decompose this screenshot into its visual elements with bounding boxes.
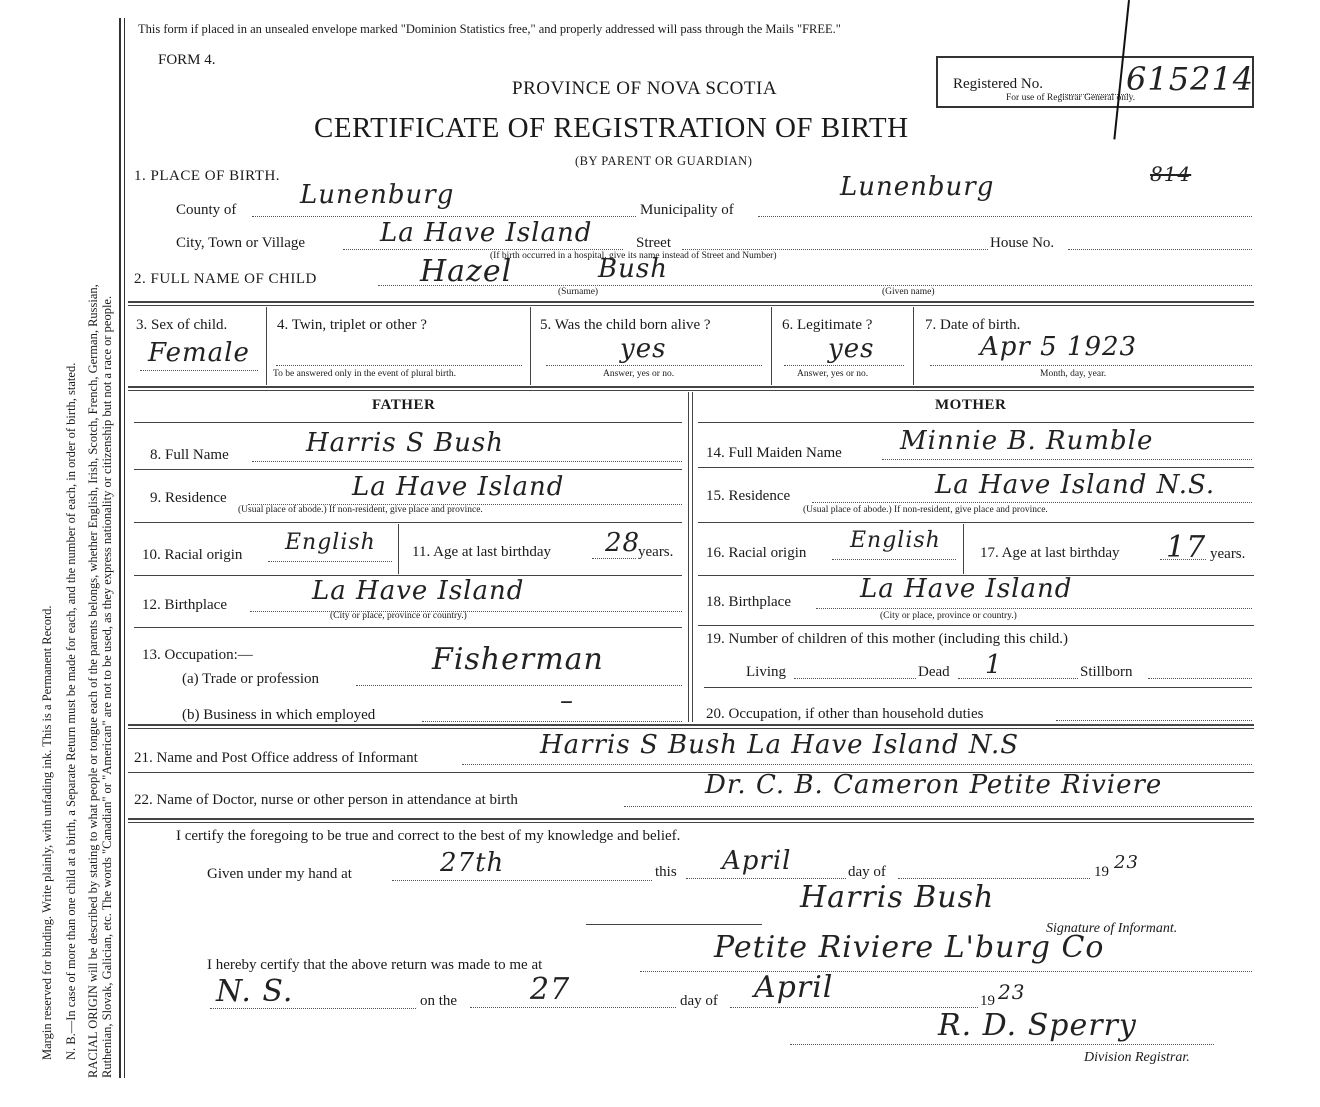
mother-birthplace-value: La Have Island — [860, 574, 1073, 604]
father-birthplace-label: 12. Birthplace — [142, 597, 227, 613]
father-age-label: 11. Age at last birthday — [412, 544, 551, 560]
margin-note-4: Ruthenian, Slovak, Galician, etc. The words "Canadian" or "American" are not to be used, as they express nationality or citizenship but not a race or people. — [100, 295, 114, 1078]
registrar-caption: Division Registrar. — [1084, 1050, 1190, 1065]
margin-rule — [119, 18, 121, 1078]
father-racial-origin-value: English — [285, 530, 376, 555]
day-of-label: day of — [848, 864, 886, 880]
county-label: County of — [176, 202, 237, 218]
hospital-note: (If birth occurred in a hospital, give its name instead of Street and Number) — [490, 251, 777, 261]
mother-residence-label: 15. Residence — [706, 488, 791, 504]
this-label: this — [655, 864, 677, 880]
year-prefix: 19 — [1094, 864, 1109, 880]
mother-years-label: years. — [1210, 546, 1246, 562]
twin-caption: To be answered only in the event of plural birth. — [273, 369, 456, 379]
mother-residence-value: La Have Island N.S. — [935, 470, 1216, 500]
legitimate-label: 6. Legitimate ? — [782, 317, 873, 333]
child-name-label: 2. FULL NAME OF CHILD — [134, 271, 317, 287]
municipality-value: Lunenburg — [840, 172, 995, 202]
informant-value: Harris S Bush La Have Island N.S — [540, 730, 1020, 760]
given-name-caption: (Given name) — [882, 287, 935, 297]
doctor-label: 22. Name of Doctor, nurse or other person in attendance at birth — [134, 792, 518, 808]
margin-note-2: N. B.—In case of more than one child at a birth, a Separate Return must be made for each, and the number of each, in order of birth, stated. — [64, 362, 78, 1060]
street-label: Street — [636, 235, 671, 251]
father-residence-caption: (Usual place of abode.) If non-resident, give place and province. — [238, 505, 483, 515]
mother-racial-origin-value: English — [850, 528, 941, 553]
father-heading: FATHER — [372, 397, 436, 413]
on-the-value: 27 — [530, 972, 571, 1007]
father-business-value: – — [560, 686, 574, 716]
father-occupation-label: 13. Occupation:— — [142, 647, 253, 663]
mother-heading: MOTHER — [935, 397, 1007, 413]
mail-notice: This form if placed in an unsealed envelope marked "Dominion Statistics free," and properly addressed will pass through the Mails "FREE." — [138, 22, 841, 36]
legitimate-caption: Answer, yes or no. — [797, 369, 869, 379]
certificate-title: CERTIFICATE OF REGISTRATION OF BIRTH — [314, 112, 909, 144]
mother-name-value: Minnie B. Rumble — [900, 426, 1154, 456]
on-the-label: on the — [420, 993, 458, 1009]
this-value: April — [722, 846, 792, 876]
informant-signature: Harris Bush — [800, 880, 995, 915]
mother-racial-origin-label: 16. Racial origin — [706, 545, 807, 561]
house-number-label: House No. — [990, 235, 1055, 251]
born-alive-caption: Answer, yes or no. — [603, 369, 675, 379]
stillborn-label: Stillborn — [1080, 664, 1133, 680]
born-alive-label: 5. Was the child born alive ? — [540, 317, 711, 333]
father-residence-label: 9. Residence — [150, 490, 227, 506]
province-heading: PROVINCE OF NOVA SCOTIA — [512, 78, 778, 99]
signature-caption: Signature of Informant. — [1046, 921, 1178, 936]
father-name-label: 8. Full Name — [150, 447, 229, 463]
father-trade-label: (a) Trade or profession — [182, 671, 320, 687]
father-name-value: Harris S Bush — [306, 428, 504, 458]
registrar-year-value: 23 — [998, 980, 1026, 1004]
registrar-place-value: Petite Riviere L'burg Co — [714, 930, 1105, 965]
doctor-value: Dr. C. B. Cameron Petite Riviere — [705, 770, 1163, 800]
mother-residence-caption: (Usual place of abode.) If non-resident, give place and province. — [803, 505, 1048, 515]
registrar-day-of-label: day of — [680, 993, 718, 1009]
mother-birthplace-label: 18. Birthplace — [706, 594, 791, 610]
twin-label: 4. Twin, triplet or other ? — [277, 317, 427, 333]
father-residence-value: La Have Island — [352, 472, 565, 502]
place-of-birth-label: 1. PLACE OF BIRTH. — [134, 168, 281, 184]
father-business-label: (b) Business in which employed — [182, 707, 376, 723]
children-count-label: 19. Number of children of this mother (including this child.) — [706, 631, 1069, 647]
father-birthplace-caption: (City or place, province or country.) — [330, 611, 467, 621]
father-trade-value: Fisherman — [432, 642, 604, 677]
child-given-name: Hazel — [420, 254, 513, 289]
legitimate-value: yes — [828, 334, 875, 364]
father-birthplace-value: La Have Island — [312, 576, 525, 606]
city-label: City, Town or Village — [176, 235, 306, 251]
year-value: 23 — [1114, 852, 1139, 873]
father-years-label: years. — [638, 544, 674, 560]
sex-label: 3. Sex of child. — [136, 317, 228, 333]
county-value: Lunenburg — [300, 180, 455, 210]
registrar-month-value: April — [754, 970, 834, 1005]
mother-age-label: 17. Age at last birthday — [980, 545, 1120, 561]
father-age-value: 28 — [605, 528, 641, 558]
municipality-label: Municipality of — [640, 202, 734, 218]
given-under-hand-label: Given under my hand at — [207, 866, 352, 882]
mother-birthplace-caption: (City or place, province or country.) — [880, 611, 1017, 621]
born-alive-value: yes — [620, 334, 667, 364]
registrar-statement: I hereby certify that the above return was made to me at — [207, 957, 543, 973]
struck-number: 814 — [1150, 162, 1192, 186]
mother-age-value: 17 — [1166, 530, 1207, 565]
date-of-birth-value: Apr 5 1923 — [980, 332, 1138, 362]
dead-value: 1 — [985, 650, 1003, 680]
city-value: La Have Island — [380, 218, 593, 248]
registered-label: Registered No. — [953, 76, 1043, 92]
margin-rule-inner — [124, 18, 125, 1078]
certify-statement: I certify the foregoing to be true and correct to the best of my knowledge and belief. — [176, 828, 681, 844]
informant-label: 21. Name and Post Office address of Informant — [134, 750, 418, 766]
registrar-year-prefix: 19 — [980, 993, 995, 1009]
registrar-signature: R. D. Sperry — [938, 1008, 1137, 1043]
form-number: FORM 4. — [158, 52, 216, 68]
registrar-place-value-2: N. S. — [216, 974, 294, 1009]
date-of-birth-label: 7. Date of birth. — [925, 317, 1021, 333]
date-of-birth-caption: Month, day, year. — [1040, 369, 1107, 379]
father-racial-origin-label: 10. Racial origin — [142, 547, 243, 563]
margin-note-3: RACIAL ORIGIN will be described by stating to what people or tongue each of the parents belongs, whether English, Irish, Scotch, French, German, Russian, — [86, 284, 100, 1078]
living-label: Living — [746, 664, 786, 680]
dead-label: Dead — [918, 664, 950, 680]
child-surname: Bush — [598, 254, 668, 284]
given-under-hand-value: 27th — [440, 848, 505, 878]
registrar-note: For use of Registrar General only. — [1006, 93, 1136, 103]
registered-number: 615214 — [1126, 60, 1255, 98]
surname-caption: (Surname) — [558, 287, 599, 297]
certificate-subtitle: (BY PARENT OR GUARDIAN) — [575, 154, 753, 168]
mother-occupation-label: 20. Occupation, if other than household duties — [706, 706, 984, 722]
mother-name-label: 14. Full Maiden Name — [706, 445, 842, 461]
sex-value: Female — [148, 338, 250, 368]
registration-box — [936, 56, 1254, 108]
margin-note-1: Margin reserved for binding. Write plainly, with unfading ink. This is a Permanent Record. — [40, 605, 54, 1060]
